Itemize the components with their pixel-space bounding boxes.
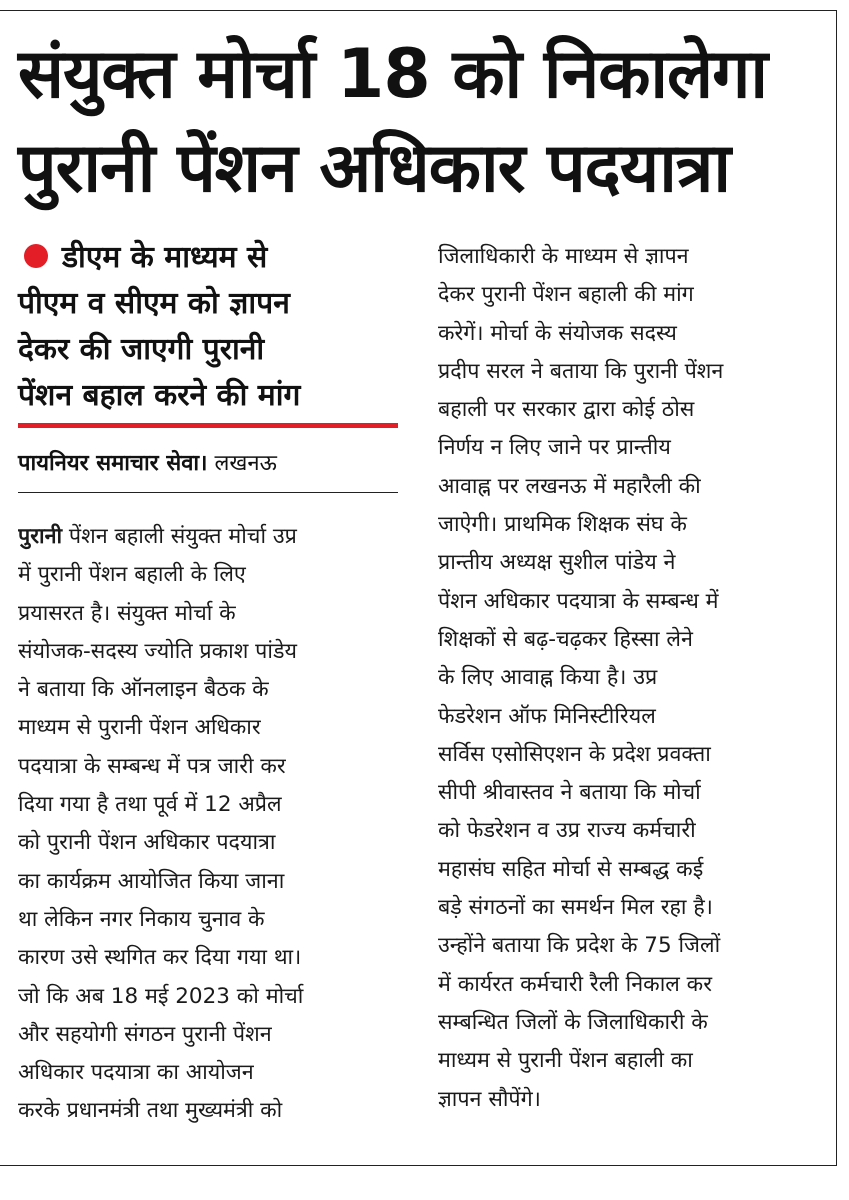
article-line: सर्विस एसोसिएशन के प्रदेश प्रवक्ता: [438, 741, 711, 767]
article-line: जाऐगी। प्राथमिक शिक्षक संघ के: [438, 512, 687, 538]
top-border-rule: [0, 10, 836, 11]
deck-line-4: पेंशन बहाल करने की मांग: [18, 378, 301, 413]
article-line: अधिकार पदयात्रा का आयोजन: [18, 1060, 254, 1086]
article-line: सीपी श्रीवास्तव ने बताया कि मोर्चा: [438, 780, 701, 806]
article-line: करेगें। मोर्चा के संयोजक सदस्य: [438, 320, 677, 346]
article-line: आवाह्न पर लखनऊ में महारैली की: [438, 473, 701, 499]
right-border-rule: [836, 10, 837, 1165]
article-line: में कार्यरत कर्मचारी रैली निकाल कर: [438, 971, 712, 997]
article-line: बड़े संगठनों का समर्थन मिल रहा है।: [438, 895, 713, 921]
article-line: पदयात्रा के सम्बन्ध में पत्र जारी कर: [18, 753, 286, 779]
article-line: संयोजक-सदस्य ज्योति प्रकाश पांडेय: [18, 638, 297, 664]
right-column-lines: [438, 238, 826, 1119]
headline-line-1: संयुक्त मोर्चा 18 को निकालेगा: [18, 35, 768, 114]
article-line: माध्यम से पुरानी पेंशन अधिकार: [18, 715, 261, 741]
article-line: प्रयासरत है। संयुक्त मोर्चा के: [18, 600, 236, 626]
article-column-right: [438, 238, 826, 1119]
article-line: फेडरेशन ऑफ मिनिस्टीरियल: [438, 703, 656, 729]
left-column-lines: [18, 556, 406, 1130]
article-line: में पुरानी पेंशन बहाली के लिए: [18, 562, 246, 588]
article-line: बहाली पर सरकार द्वारा कोई ठोस: [438, 397, 695, 423]
byline-agency: पायनियर समाचार सेवा।: [18, 451, 208, 476]
deck-line-3: देकर की जाएगी पुरानी: [18, 332, 265, 367]
byline-rule: [18, 492, 398, 493]
article-line: प्रदीप सरल ने बताया कि पुरानी पेंशन: [438, 358, 724, 384]
deck-line-2: पीएम व सीएम को ज्ञापन: [18, 286, 290, 321]
article-line: ने बताया कि ऑनलाइन बैठक के: [18, 677, 269, 703]
article-line: देकर पुरानी पेंशन बहाली की मांग: [438, 282, 694, 308]
lead-word: पुरानी: [18, 524, 63, 549]
article-line: के लिए आवाह्न किया है। उप्र: [438, 665, 658, 691]
deck-underline-rule: [18, 423, 398, 428]
first-line-text: पेंशन बहाली संयुक्त मोर्चा उप्र: [62, 524, 297, 549]
article-line: महासंघ सहित मोर्चा से सम्बद्ध कई: [438, 856, 704, 882]
deck-line-1: [18, 235, 408, 281]
article-line: ज्ञापन सौपेंगे।: [438, 1086, 541, 1112]
article-line: जो कि अब 18 मई 2023 को मोर्चा: [18, 983, 304, 1009]
article-column-left: [18, 518, 406, 1131]
article-line: को पुरानी पेंशन अधिकार पदयात्रा: [18, 830, 276, 856]
article-line: और सहयोगी संगठन पुरानी पेंशन: [18, 1021, 272, 1047]
article-line: जिलाधिकारी के माध्यम से ज्ञापन: [438, 244, 689, 269]
article-line: करके प्रधानमंत्री तथा मुख्यमंत्री को: [18, 1098, 283, 1124]
article-line: शिक्षकों से बढ़-चढ़कर हिस्सा लेने: [438, 626, 693, 652]
article-line: उन्होंने बताया कि प्रदेश के 75 जिलों: [438, 933, 721, 959]
subheadline-deck: [18, 235, 408, 419]
article-line: था लेकिन नगर निकाय चुनाव के: [18, 906, 265, 932]
byline-place: लखनऊ: [214, 451, 277, 476]
article-line: निर्णय न लिए जाने पर प्रान्तीय: [438, 435, 671, 461]
article-line: का कार्यक्रम आयोजित किया जाना: [18, 868, 285, 894]
bottom-border-rule: [0, 1165, 837, 1166]
article-line: कारण उसे स्थगित कर दिया गया था।: [18, 945, 302, 971]
article-line: माध्यम से पुरानी पेंशन बहाली का: [438, 1048, 693, 1074]
headline-line-2: पुरानी पेंशन अधिकार पदयात्रा: [18, 129, 730, 208]
article-line: सम्बन्धित जिलों के जिलाधिकारी के: [438, 1009, 708, 1035]
article-line: प्रान्तीय अध्यक्ष सुशील पांडेय ने: [438, 550, 676, 576]
red-bullet-icon: [24, 244, 48, 268]
article-line: दिया गया है तथा पूर्व में 12 अप्रैल: [18, 792, 282, 818]
headline: [18, 28, 818, 216]
article-line: को फेडरेशन व उप्र राज्य कर्मचारी: [438, 818, 696, 844]
deck-line-1-text: डीएम के माध्यम से: [62, 240, 268, 275]
article-line: पेंशन अधिकार पदयात्रा के सम्बन्ध में: [438, 588, 719, 614]
byline: [18, 448, 398, 480]
article-first-line: [18, 518, 406, 556]
